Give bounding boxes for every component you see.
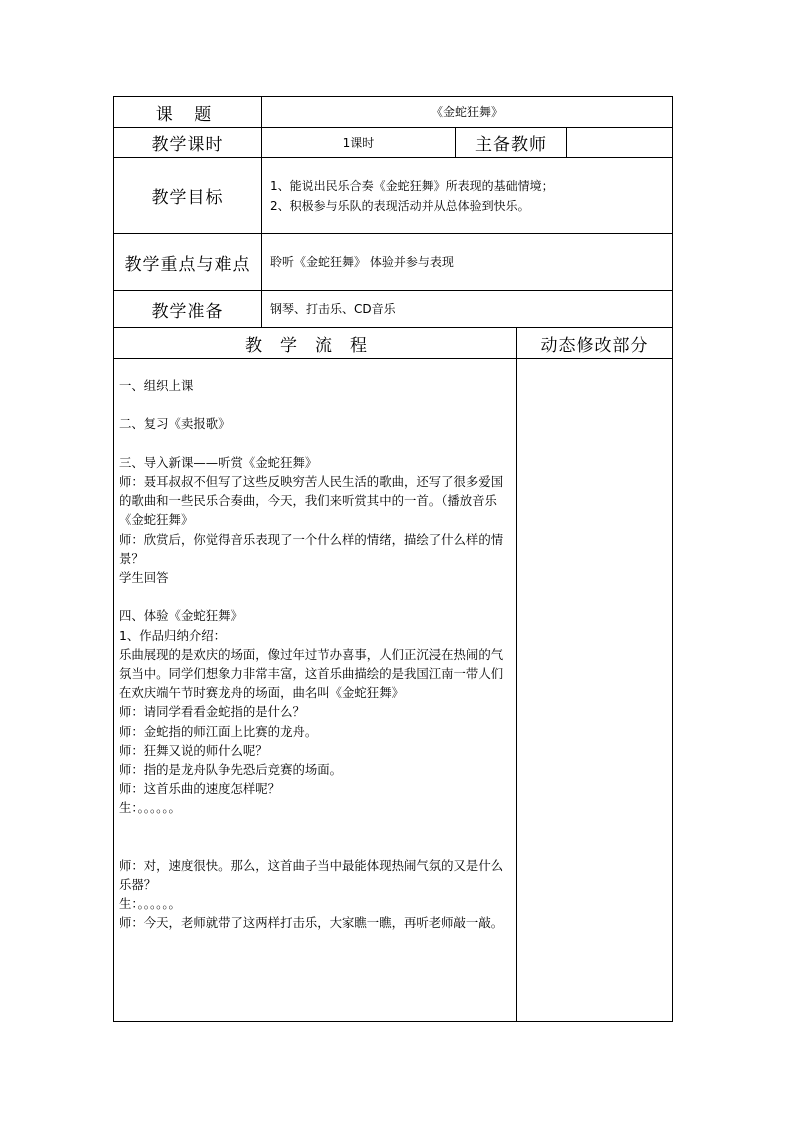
teacher-value (567, 128, 673, 158)
prep-row (114, 291, 673, 328)
flow-header-row (114, 328, 673, 359)
goals-label: 教学目标 (114, 158, 262, 234)
goals-cell (262, 158, 673, 234)
topic-label: 课 题 (114, 97, 262, 128)
flow-content (114, 359, 517, 1022)
topic-row (114, 97, 673, 128)
topic-value: 《金蛇狂舞》 (262, 97, 673, 128)
paragraph: 师：请同学看看金蛇指的是什么？ (119, 704, 305, 720)
key-label: 教学重点与难点 (114, 234, 262, 291)
goals-row (114, 158, 673, 234)
flow-header: 教学流程 (114, 328, 517, 359)
paragraph: 师：对，速度很快。那么，这首曲子当中最能体现热闹气氛的又是什么乐器？ (119, 857, 504, 892)
paragraph: 学生回答 (119, 570, 169, 585)
paragraph: 乐曲展现的是欢庆的场面，像过年过节办喜事，人们正沉浸在热闹的气氛当中。同学们想象力非常丰富，这首乐曲描绘的是我国江南一带人们在欢庆端午节时赛龙舟的场面，曲名叫《金蛇狂舞》 (119, 646, 504, 701)
paragraph: 师：金蛇指的师江面上比赛的龙舟。 (119, 723, 318, 739)
goal-item: 2、积极参与乐队的表现活动并从总体验到快乐。 (270, 199, 530, 213)
paragraph: 师：欣赏后，你觉得音乐表现了一个什么样的情绪，描绘了什么样的情景？ (119, 531, 504, 566)
teacher-label: 主备教师 (456, 128, 567, 158)
notes-header: 动态修改部分 (517, 328, 673, 359)
hours-value: 1课时 (262, 128, 456, 158)
goal-item: 1、能说出民乐合奏《金蛇狂舞》所表现的基础情境； (270, 179, 554, 193)
section-heading: 二、复习《卖报歌》 (119, 416, 231, 432)
paragraph: 师：狂舞又说的师什么呢？ (119, 742, 268, 758)
paragraph: 师：聂耳叔叔不但写了这些反映穷苦人民生活的歌曲，还写了很多爱国的歌曲和一些民乐合奏曲，今天，我们来听赏其中的一首。（播放音乐《金蛇狂舞》 (119, 473, 504, 528)
paragraph: 生：。。。。。。 (119, 896, 181, 912)
paragraph: 1、作品归纳介绍： (119, 627, 227, 643)
section-heading: 三、导入新课——听赏《金蛇狂舞》 (119, 454, 318, 470)
section-heading: 一、组织上课 (119, 378, 194, 393)
key-row (114, 234, 673, 291)
lesson-plan-table (113, 96, 673, 1022)
prep-value: 钢琴、打击乐、CD音乐 (262, 291, 673, 328)
paragraph: 师：今天，老师就带了这两样打击乐，大家瞧一瞧，再听老师敲一敲。 (119, 915, 504, 931)
paragraph: 师：这首乐曲的速度怎样呢？ (119, 781, 281, 797)
hours-label: 教学课时 (114, 128, 262, 158)
key-value: 聆听《金蛇狂舞》 体验并参与表现 (262, 234, 673, 291)
flow-body-row (114, 359, 673, 1022)
prep-label: 教学准备 (114, 291, 262, 328)
paragraph: 生：。。。。。。 (119, 800, 181, 816)
section-heading: 四、体验《金蛇狂舞》 (119, 608, 243, 624)
notes-content (517, 359, 673, 1022)
paragraph: 师：指的是龙舟队争先恐后竞赛的场面。 (119, 762, 343, 778)
hours-row (114, 128, 673, 158)
